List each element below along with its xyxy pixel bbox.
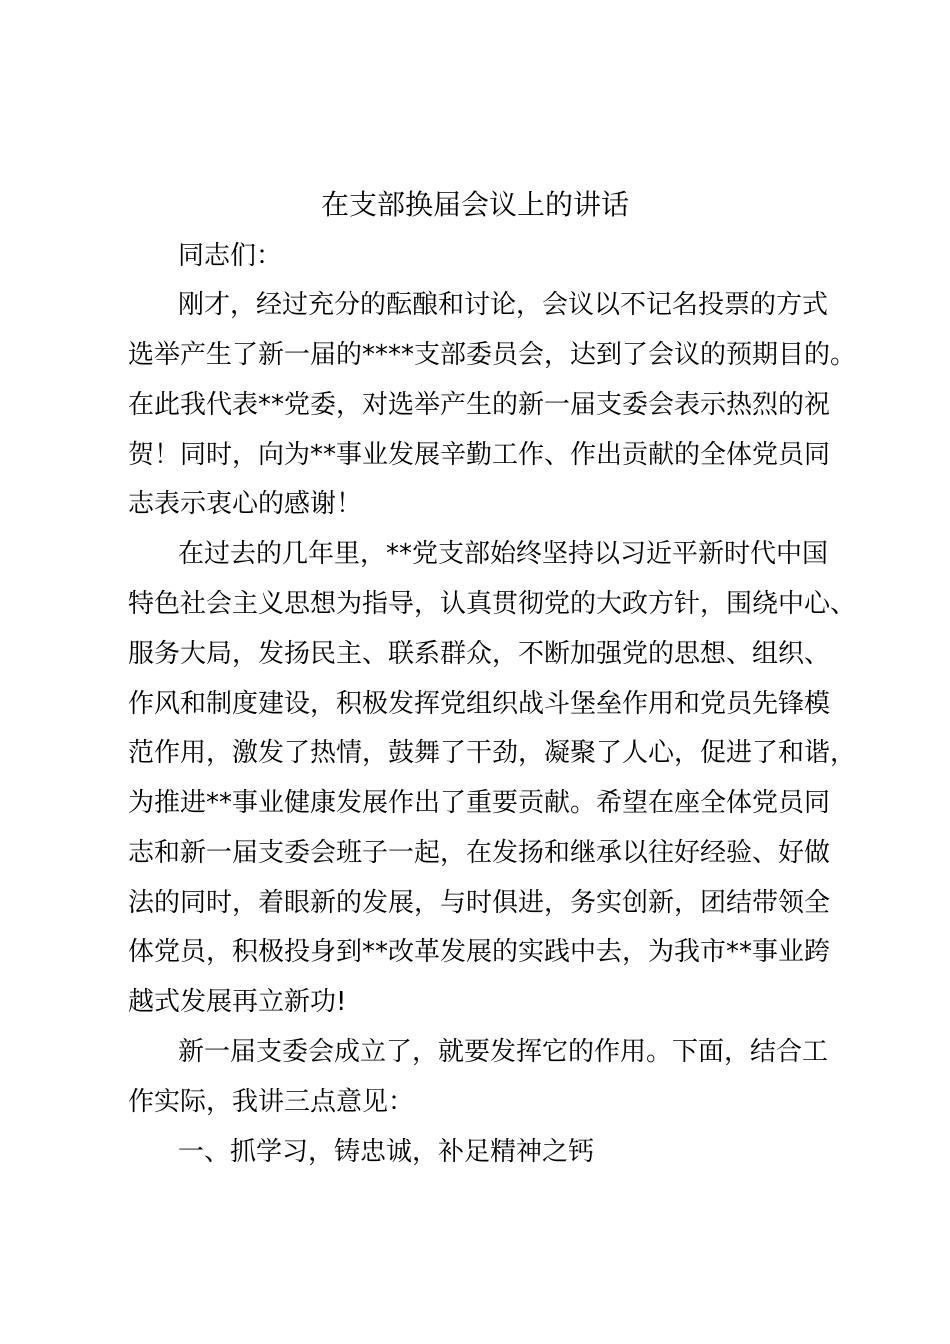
paragraph-line: 在过去的几年里，**党支部始终坚持以习近平新时代中国: [178, 539, 829, 569]
paragraph-line: 志表示衷心的感谢！: [128, 489, 363, 519]
paragraph-line: 范作用，激发了热情，鼓舞了干劲，凝聚了人心，促进了和谐，: [128, 738, 857, 768]
paragraph-line: 服务大局，发扬民主、联系群众，不断加强党的思想、组织、: [128, 639, 831, 669]
paragraph-line: 越式发展再立新功!: [128, 987, 347, 1017]
paragraph-line: 新一届支委会成立了，就要发挥它的作用。下面，结合工: [178, 1037, 829, 1067]
paragraph-line: 作实际，我讲三点意见：: [128, 1087, 415, 1117]
paragraph-line: 法的同时，着眼新的发展，与时俱进，务实创新，团结带领全: [128, 888, 831, 918]
paragraph-line: 在此我代表**党委，对选举产生的新一届支委会表示热烈的祝: [128, 390, 831, 420]
salutation: 同志们：: [178, 241, 283, 271]
paragraph-line: 特色社会主义思想为指导，认真贯彻党的大政方针，围绕中心、: [128, 589, 857, 619]
paragraph-line: 选举产生了新一届的****支部委员会，达到了会议的预期目的。: [128, 340, 857, 370]
paragraph-line: 作风和制度建设，积极发挥党组织战斗堡垒作用和党员先锋模: [128, 689, 831, 719]
section-heading: 一、抓学习，铸忠诚，补足精神之钙: [178, 1137, 595, 1167]
paragraph-line: 刚才，经过充分的酝酿和讨论，会议以不记名投票的方式: [178, 290, 829, 320]
paragraph-line: 体党员，积极投身到**改革发展的实践中去，为我市**事业跨: [128, 937, 831, 967]
paragraph-line: 为推进**事业健康发展作出了重要贡献。希望在座全体党员同: [128, 788, 831, 818]
document-title: 在支部换届会议上的讲话: [320, 188, 629, 221]
paragraph-line: 志和新一届支委会班子一起，在发扬和继承以往好经验、好做: [128, 838, 831, 868]
paragraph-line: 贺！同时，向为**事业发展辛勤工作、作出贡献的全体党员同: [128, 440, 831, 470]
